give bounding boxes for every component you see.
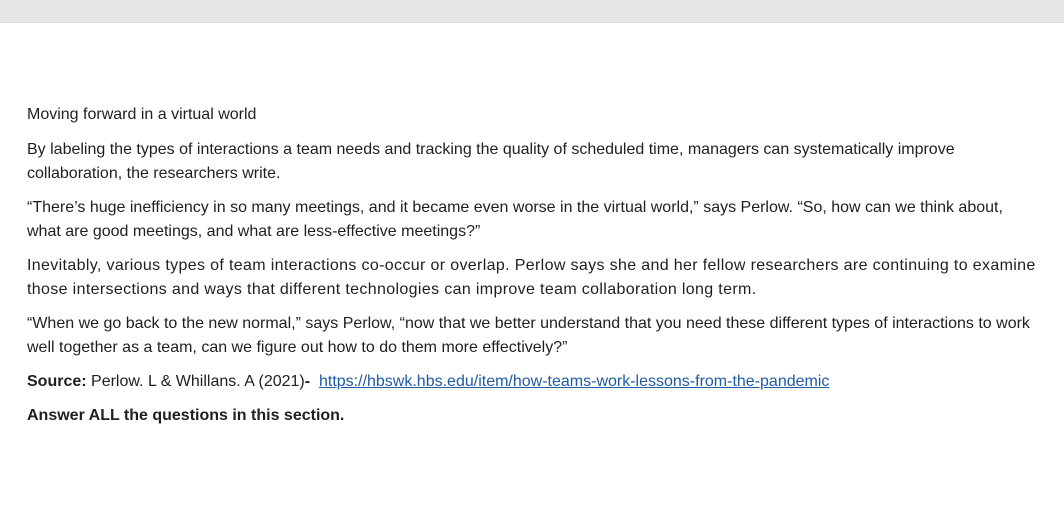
paragraph-interactions-overlap: Inevitably, various types of team interactions co-occur or overlap. Perlow says she and her fellow researchers are continuing to examine those intersections and ways that different technologies can improve team collaboration long term. — [27, 257, 1036, 298]
paragraph-labeling: By labeling the types of interactions a team needs and tracking the quality of scheduled time, managers can systematically improve collaboration, the researchers write. — [27, 141, 955, 182]
source-line — [27, 370, 1037, 394]
section-heading: Moving forward in a virtual world — [27, 106, 257, 123]
source-dash: - — [304, 373, 311, 390]
paragraph-new-normal-quote: “When we go back to the new normal,” says Perlow, “now that we better understand that you need these different types of interactions to work well together as a team, can we figure out how to do them more effectively?” — [27, 315, 1030, 356]
answer-instruction: Answer ALL the questions in this section. — [27, 407, 345, 424]
source-citation: Perlow. L & Whillans. A (2021) — [86, 373, 305, 390]
paragraph-inefficiency-quote: “There’s huge inefficiency in so many meetings, and it became even worse in the virtual world,” says Perlow. “So, how can we think about, what are good meetings, and what are less-effective meetings?” — [27, 199, 1003, 240]
document-body — [27, 103, 1037, 438]
top-toolbar-strip — [0, 0, 1064, 23]
source-link[interactable]: https://hbswk.hbs.edu/item/how-teams-work-lessons-from-the-pandemic — [318, 373, 830, 390]
source-label: Source: — [27, 373, 87, 390]
